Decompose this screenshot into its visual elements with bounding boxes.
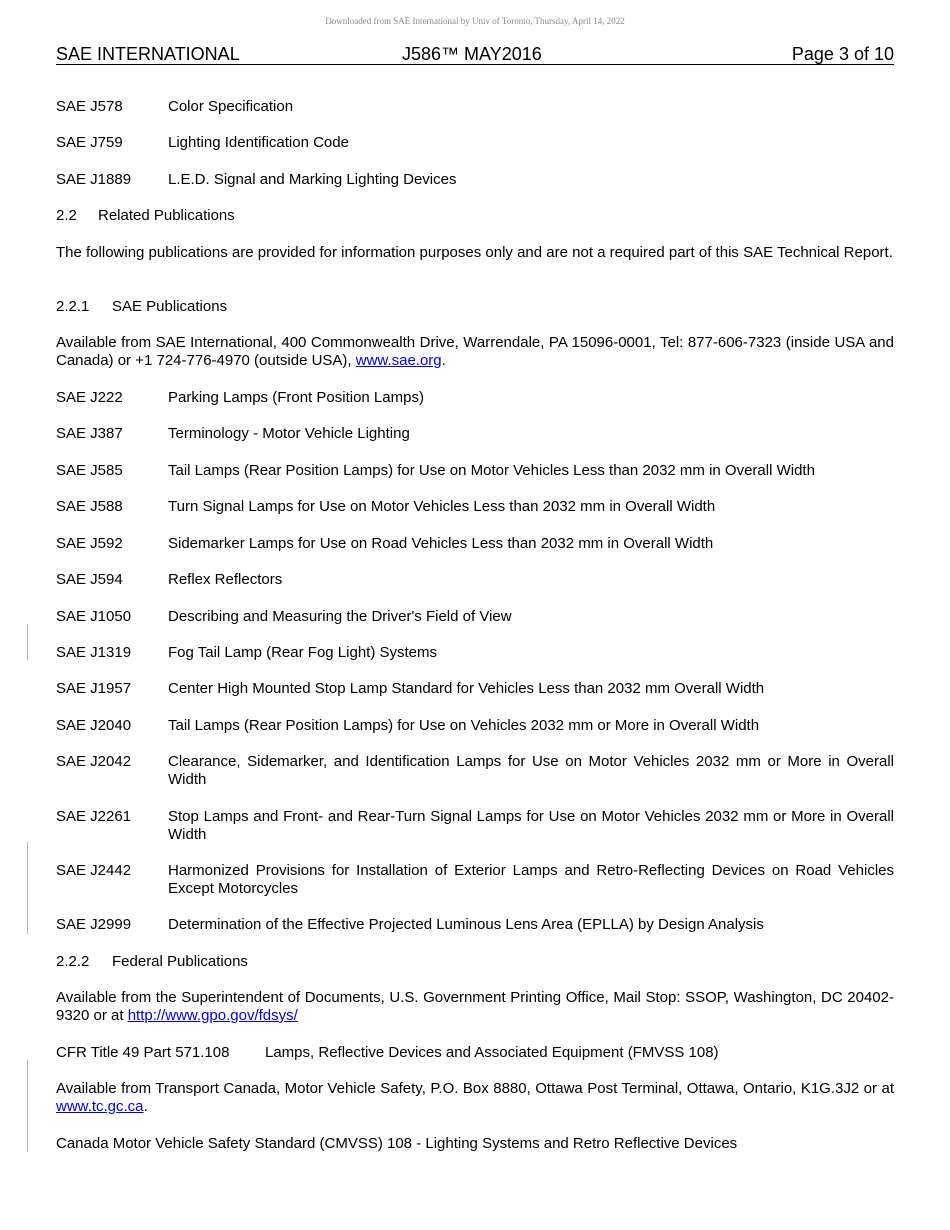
ref-title: Fog Tail Lamp (Rear Fog Light) Systems bbox=[168, 644, 437, 661]
change-bar bbox=[27, 842, 28, 934]
header-page-number: Page 3 of 10 bbox=[791, 44, 894, 64]
cfr-title: Lamps, Reflective Devices and Associated Equipment (FMVSS 108) bbox=[265, 1044, 719, 1061]
ref-title: Clearance, Sidemarker, and Identification Lamps for Use on Motor Vehicles 2032 mm or More in Overall Width bbox=[168, 753, 894, 788]
ref-code: SAE J588 bbox=[56, 498, 123, 515]
section-title: Related Publications bbox=[98, 207, 235, 224]
section-number: 2.2.1 bbox=[56, 298, 90, 315]
ref-code: SAE J594 bbox=[56, 571, 123, 588]
ref-title: Terminology - Motor Vehicle Lighting bbox=[168, 425, 410, 442]
ref-code: SAE J1889 bbox=[56, 171, 132, 188]
download-watermark: Downloaded from SAE International by Univ of Toronto, Thursday, April 14, 2022 bbox=[325, 16, 625, 26]
sae-website-link[interactable]: www.sae.org bbox=[355, 352, 442, 369]
gpo-website-link[interactable]: http://www.gpo.gov/fdsys/ bbox=[127, 1007, 298, 1024]
paragraph-text: Available from SAE International, 400 Commonwealth Drive, Warrendale, PA 15096-0001, Tel: 877-606-7323 (inside USA and Canada) or +1 724-776-4970 (outside USA), bbox=[56, 334, 894, 369]
ref-title: Tail Lamps (Rear Position Lamps) for Use on Vehicles 2032 mm or More in Overall Width bbox=[168, 717, 760, 734]
paragraph-text: Available from Transport Canada, Motor Vehicle Safety, P.O. Box 8880, Ottawa Post Terminal, Ottawa, Ontario, K1G.3J2 or at bbox=[56, 1080, 894, 1097]
ref-title: Turn Signal Lamps for Use on Motor Vehicles Less than 2032 mm in Overall Width bbox=[168, 498, 716, 515]
ref-title: Tail Lamps (Rear Position Lamps) for Use on Motor Vehicles Less than 2032 mm in Overall Width bbox=[168, 462, 815, 479]
cfr-code: CFR Title 49 Part 571.108 bbox=[56, 1044, 230, 1061]
header-org: SAE INTERNATIONAL bbox=[56, 44, 240, 64]
change-bar bbox=[27, 1060, 28, 1152]
gpo-availability-paragraph bbox=[56, 989, 894, 1025]
cmvss-reference: Canada Motor Vehicle Safety Standard (CMVSS) 108 - Lighting Systems and Retro Reflective Devices bbox=[56, 1135, 738, 1152]
section-title: Federal Publications bbox=[112, 953, 248, 970]
change-bar bbox=[27, 624, 28, 660]
ref-title: Center High Mounted Stop Lamp Standard for Vehicles Less than 2032 mm Overall Width bbox=[168, 680, 765, 697]
ref-code: SAE J585 bbox=[56, 462, 123, 479]
ref-title: Parking Lamps (Front Position Lamps) bbox=[168, 389, 424, 406]
ref-code: SAE J1050 bbox=[56, 608, 132, 625]
ref-code: SAE J222 bbox=[56, 389, 123, 406]
section-number: 2.2 bbox=[56, 207, 77, 224]
ref-code: SAE J387 bbox=[56, 425, 123, 442]
ref-title: Stop Lamps and Front- and Rear-Turn Signal Lamps for Use on Motor Vehicles 2032 mm or More in Overall Width bbox=[168, 808, 894, 843]
ref-code: SAE J2261 bbox=[56, 808, 132, 825]
transport-canada-paragraph bbox=[56, 1080, 894, 1116]
section-number: 2.2.2 bbox=[56, 953, 90, 970]
paragraph-text: . bbox=[441, 352, 446, 369]
ref-title: L.E.D. Signal and Marking Lighting Devices bbox=[168, 171, 457, 188]
tc-website-link[interactable]: www.tc.gc.ca bbox=[56, 1098, 144, 1115]
ref-title: Color Specification bbox=[168, 98, 294, 115]
ref-title: Determination of the Effective Projected Luminous Lens Area (EPLLA) by Design Analysis bbox=[168, 916, 764, 933]
ref-code: SAE J578 bbox=[56, 98, 123, 115]
related-publications-paragraph: The following publications are provided for information purposes only and are not a required part of this SAE Technical Report. bbox=[56, 244, 893, 261]
sae-availability-paragraph bbox=[56, 334, 894, 370]
ref-title: Harmonized Provisions for Installation of Exterior Lamps and Retro-Reflecting Devices on Road Vehicles Except Motorcycles bbox=[168, 862, 894, 897]
ref-code: SAE J759 bbox=[56, 134, 123, 151]
ref-title: Lighting Identification Code bbox=[168, 134, 349, 151]
ref-code: SAE J2442 bbox=[56, 862, 132, 879]
ref-title: Sidemarker Lamps for Use on Road Vehicles Less than 2032 mm in Overall Width bbox=[168, 535, 714, 552]
ref-code: SAE J2042 bbox=[56, 753, 132, 770]
ref-code: SAE J1319 bbox=[56, 644, 132, 661]
section-title: SAE Publications bbox=[112, 298, 228, 315]
paragraph-text: Available from the Superintendent of Documents, U.S. Government Printing Office, Mail Stop: SSOP, Washington, DC 20402-9320 or at bbox=[56, 989, 894, 1024]
ref-title: Describing and Measuring the Driver's Field of View bbox=[168, 608, 512, 625]
ref-code: SAE J1957 bbox=[56, 680, 132, 697]
ref-code: SAE J2040 bbox=[56, 717, 132, 734]
header-doc-id: J586™ MAY2016 bbox=[402, 44, 542, 64]
ref-code: SAE J2999 bbox=[56, 916, 132, 933]
paragraph-text: . bbox=[143, 1098, 148, 1115]
ref-code: SAE J592 bbox=[56, 535, 123, 552]
header-rule bbox=[56, 64, 894, 65]
ref-title: Reflex Reflectors bbox=[168, 571, 283, 588]
